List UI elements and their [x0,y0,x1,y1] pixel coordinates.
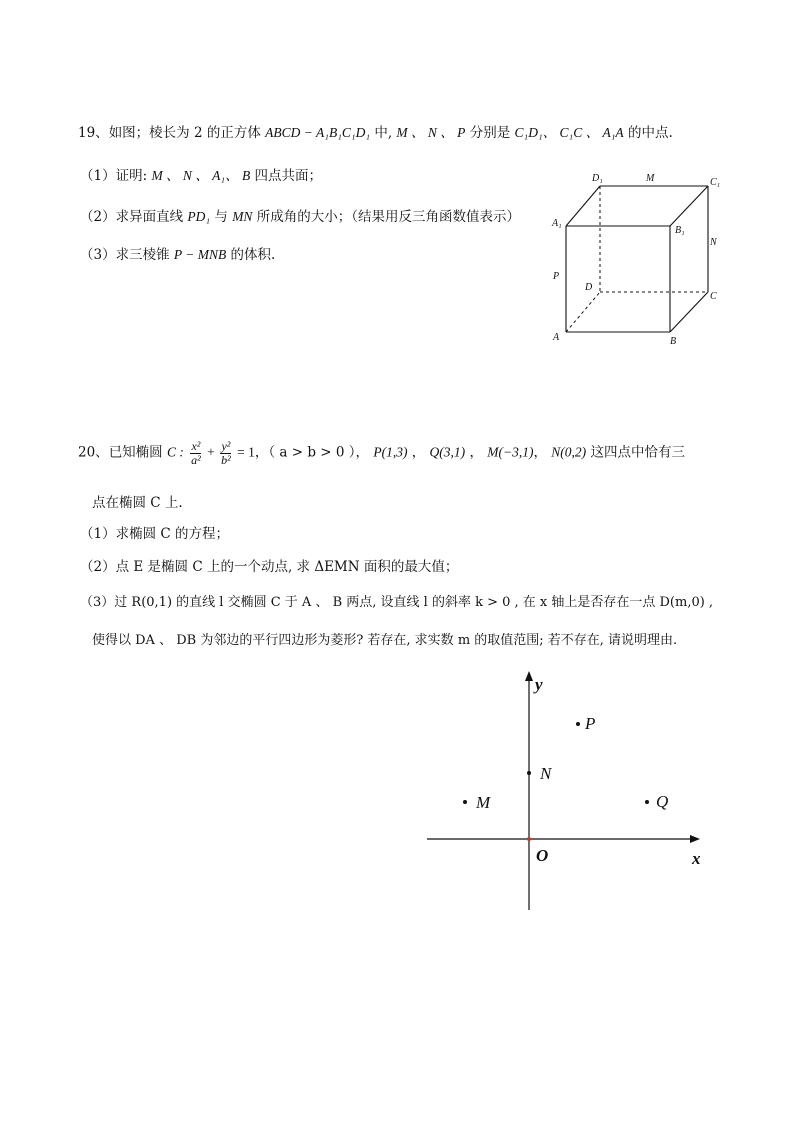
q20-part2-label: （2） [80,559,116,575]
point-p-dot [576,722,580,726]
q19-number: 19、 [78,125,109,141]
cube-label-b: B [670,336,677,347]
q20-number: 20、 [78,444,109,461]
q20-frac-y-den: b² [221,452,231,467]
q19-part2-line1: PD₁ [187,209,211,224]
q20-sep3: ， [533,444,547,461]
q19-part3-label: （3） [80,247,116,263]
y-axis-arrow-icon [525,671,533,681]
cube-label-a1: A₁ [552,218,562,229]
q20-point-n: N(0,2) [551,444,587,460]
q19-part2-label: （2） [80,209,116,225]
q19-part3-solid: P − MNB [173,247,227,262]
q19-middle-word: 中, [370,125,397,141]
q20-frac-x-den: a² [191,452,201,467]
point-m-dot [463,800,467,804]
cube-label-n: N [710,237,717,248]
cube-label-d: D [585,282,593,293]
q19-part1-label: （1） [80,168,116,184]
q19-divider: 分别是 [465,125,515,141]
q20-intro: 已知椭圆 [108,444,167,461]
x-axis-label: x [692,849,701,868]
q20-ellipse-name: C : [166,444,184,460]
q19-cube-name: ABCD − A₁B₁C₁D₁ [265,125,371,140]
origin-label: O [536,846,549,865]
q20-condition: ，（ a > b > 0 ）， [254,444,370,461]
q19-points-list: M 、 N 、 P [396,125,466,140]
cube-label-a: A [553,332,560,343]
q19-part2-line2: MN [232,209,253,224]
q19-part2-text-c: 所成角的大小；（结果用反三角函数值表示） [252,209,520,225]
q20-plus: + [203,444,219,460]
q20-tail-line1: 这四点中恰有三 [586,444,685,461]
q19-part2-text-b: 与 [210,209,233,225]
q19-part3-text-a: 求三棱锥 [115,247,174,263]
cube-label-m: M [646,173,655,184]
cube-label-c1: C₁ [710,177,721,188]
point-n-label: N [540,764,552,783]
q20-part3-line2: 使得以 DA 、 DB 为邻边的平行四边形为菱形? 若存在, 求实数 m 的取值范围; 若不存在, 请说明理由. [92,633,678,648]
point-m-label: M [476,793,491,812]
point-p-label: P [585,714,596,733]
point-q-dot [645,800,649,804]
point-n-dot [527,771,531,775]
q20-part1-label: （1） [80,526,116,542]
q19-part2-text-a: 求异面直线 [115,209,188,225]
q20-part3-text: 过 R(0,1) 的直线 l 交椭圆 C 于 A 、 B 两点, 设直线 l 的斜率 k > 0 , 在 x 轴上是否存在一点 D(m,0) , [114,595,714,610]
q20-part2-text: 点 E 是椭圆 C 上的一个动点, 求 ΔEMN 面积的最大值； [115,559,459,575]
q19-part1-points: M 、 N 、 A₁、 B [151,168,251,183]
q19-part3-text-b: 的体积. [226,247,276,263]
q20-eq-one: = 1 [233,444,255,460]
x-axis-arrow-icon [690,835,700,843]
q20-frac-y-num: y² [221,439,231,453]
origin-dot [527,837,531,841]
q20-part3-label: （3） [80,595,115,610]
q20-point-p: P(1,3) [373,444,408,460]
q20-line2: 点在椭圆 C 上. [92,495,183,511]
q19-part1-text-b: 四点共面； [250,168,323,184]
q20-point-m: M(−3,1) [487,444,534,460]
cube-label-d1: D₁ [592,173,603,184]
q20-sep2: ， [465,444,483,461]
q20-point-q: Q(3,1) [429,444,466,460]
q20-frac-x-num: x² [191,439,201,453]
q19-part1-text-a: 证明: [115,168,152,184]
q19-intro: 如图；棱长为 2 的正方体 [108,125,261,141]
q19-ending: 的中点. [623,125,673,141]
q20-part1-text: 求椭圆 C 的方程； [115,526,230,542]
y-axis-label: y [535,675,543,694]
cube-label-b1: B₁ [675,225,685,236]
cube-label-p: P [553,271,560,282]
cube-label-c: C [710,291,717,302]
q20-sep1: ， [407,444,426,461]
point-q-label: Q [656,792,669,811]
q19-edges: C₁D₁、 C₁C 、 A₁A [514,125,624,140]
